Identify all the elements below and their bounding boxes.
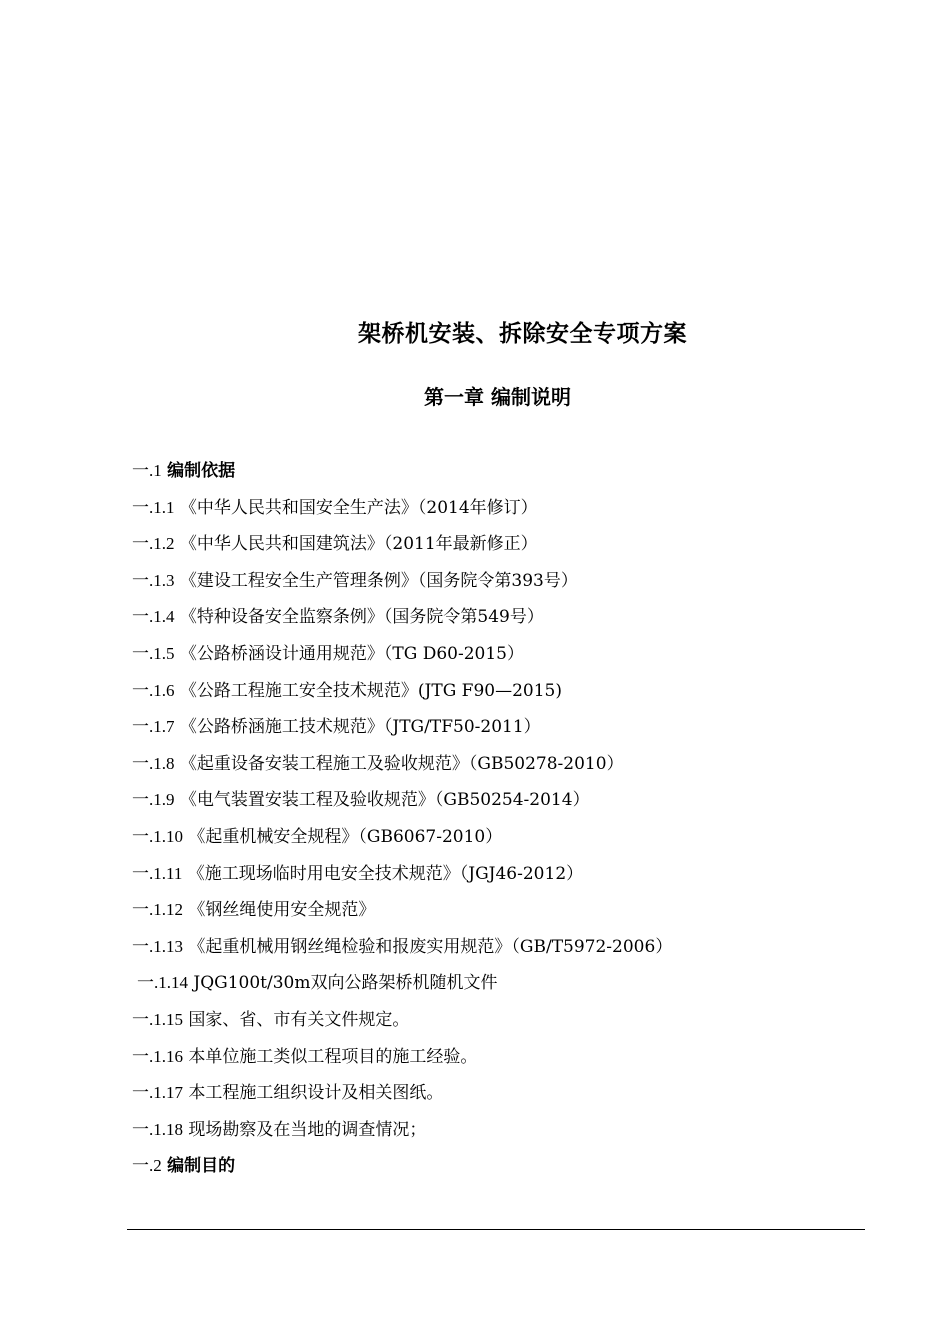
item-number: 一.1.12: [132, 900, 183, 920]
item-number: 一.1.11: [132, 863, 183, 883]
list-item: [132, 892, 892, 929]
item-text: 《公路桥涵施工技术规范》（JTG/TF50-2011）: [179, 717, 541, 738]
item-text: 《中华人民共和国安全生产法》（2014年修订）: [179, 497, 538, 518]
section-heading: [132, 453, 892, 490]
list-item: [132, 929, 892, 966]
item-text: 现场勘察及在当地的调查情况；: [188, 1119, 427, 1140]
item-number: 一.1.8: [132, 753, 175, 773]
item-number: 一.1.7: [132, 717, 175, 737]
item-number: 一.1.6: [132, 680, 175, 700]
item-text: 《钢丝绳使用安全规范》: [188, 900, 376, 921]
item-number: 一.1.15: [132, 1009, 183, 1029]
item-text: JQG100t/30m双向公路架桥机随机文件: [193, 973, 498, 994]
list-item: [132, 819, 892, 856]
item-text: 《电气装置安装工程及验收规范》（GB50254-2014）: [179, 790, 590, 811]
list-item: [132, 636, 892, 673]
item-number: 一.1.5: [132, 643, 175, 663]
item-number: 一.1.4: [132, 607, 175, 627]
item-number: 一.1.13: [132, 936, 183, 956]
list-item: [132, 782, 892, 819]
item-number: 一.1.16: [132, 1046, 183, 1066]
section-number: 一.1: [132, 461, 162, 480]
item-text: 国家、省、市有关文件规定。: [188, 1009, 410, 1030]
item-text: 《建设工程安全生产管理条例》（国务院令第393号）: [179, 570, 578, 591]
item-number: 一.1.17: [132, 1083, 183, 1103]
item-text: 《公路工程施工安全技术规范》(JTG F90—2015): [179, 680, 562, 701]
list-item: [132, 673, 892, 710]
item-text: 本单位施工类似工程项目的施工经验。: [188, 1046, 478, 1067]
item-number: 一.1.3: [132, 570, 175, 590]
section-title: 编制目的: [167, 1156, 236, 1177]
list-item: [132, 1039, 892, 1076]
item-number: 一.1.14: [137, 973, 188, 993]
list-item: [132, 965, 892, 1002]
item-text: 《公路桥涵设计通用规范》（TG D60-2015）: [179, 643, 524, 664]
item-number: 一.1.9: [132, 790, 175, 810]
list-item: [132, 563, 892, 600]
list-item: [132, 746, 892, 783]
footer-divider: [127, 1229, 865, 1230]
section-heading: [132, 1148, 892, 1185]
item-text: 本工程施工组织设计及相关图纸。: [188, 1083, 444, 1104]
item-number: 一.1.1: [132, 497, 175, 517]
item-text: 《起重设备安装工程施工及验收规范》（GB50278-2010）: [179, 753, 624, 774]
list-item: [132, 1075, 892, 1112]
list-item: [132, 490, 892, 527]
list-item: [132, 526, 892, 563]
list-item: [132, 599, 892, 636]
item-text: 《特种设备安全监察条例》（国务院令第549号）: [179, 607, 544, 628]
section-title: 编制依据: [167, 461, 236, 481]
list-item: [132, 1112, 892, 1149]
document-title: 架桥机安装、拆除安全专项方案: [358, 321, 687, 347]
item-number: 一.1.18: [132, 1119, 183, 1139]
item-text: 《起重机械安全规程》（GB6067-2010）: [188, 826, 503, 847]
list-item: [132, 1002, 892, 1039]
item-text: 《施工现场临时用电安全技术规范》（JGJ46-2012）: [187, 863, 584, 884]
section-number: 一.2: [132, 1156, 162, 1176]
document-body: [132, 453, 892, 1185]
item-number: 一.1.2: [132, 534, 175, 554]
list-item: [132, 856, 892, 893]
list-item: [132, 709, 892, 746]
chapter-title: 第一章 编制说明: [424, 385, 571, 409]
item-text: 《中华人民共和国建筑法》（2011年最新修正）: [179, 534, 538, 555]
item-number: 一.1.10: [132, 826, 183, 846]
item-text: 《起重机械用钢丝绳检验和报废实用规范》（GB/T5972-2006）: [188, 936, 673, 957]
